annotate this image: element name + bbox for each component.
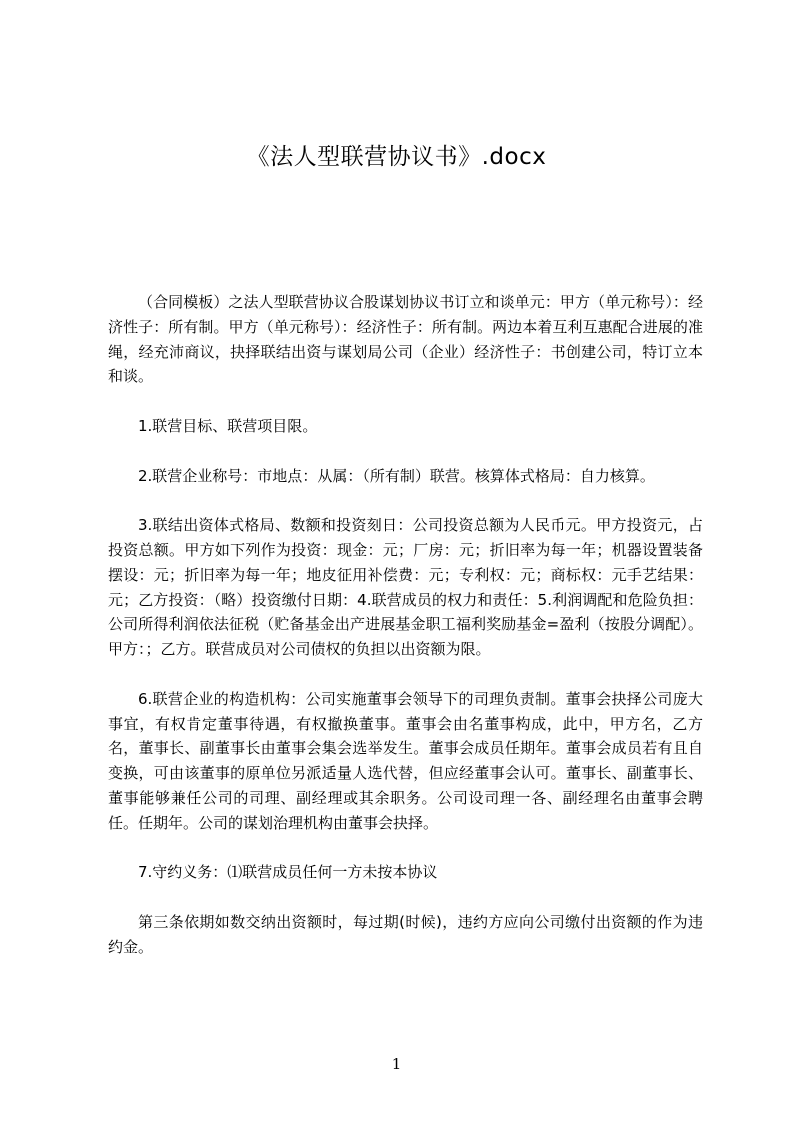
clause-2-paragraph: 2.联营企业称号：市地点：从属：（所有制）联营。核算体式格局：自力核算。 [138,466,655,485]
intro-paragraph: （合同模板）之法人型联营协议合股谋划协议书订立和谈单元：甲方（单元称号）：经济性子：所有制。甲方（单元称号）：经济性子：所有制。两边本着互利互惠配合进展的准绳，经充沛商议，抉择联结出资与谋划局公司（企业）经济性子：书创建公司，特订立本和谈。 [108,293,703,386]
clause-7-paragraph: 7.守约义务：⑴联营成员任何一方未按本协议 [138,863,438,882]
clause-6-paragraph: 6.联营企业的构造机构：公司实施董事会领导下的司理负责制。董事会抉择公司庞大事宜，有权肯定董事待遇，有权撤换董事。董事会由名董事构成，此中，甲方名，乙方名，董事长、副董事长由董事会集会选举发生。董事会成员任期年。董事会成员若有且自变换，可由该董事的原单位另派适量人选代替，但应经董事会认可。董事长、副董事长、董事能够兼任公司的司理、副经理或其余职务。公司设司理一各、副经理名由董事会聘任。任期年。公司的谋划治理机构由董事会抉择。 [108,689,703,832]
clause-3-paragraph: 3.联结出资体式格局、数额和投资刻日：公司投资总额为人民币元。甲方投资元，占投资总额。甲方如下列作为投资：现金：元；厂房：元；折旧率为每一年；机器设置装备摆设：元；折旧率为每一年；地皮征用补偿费：元；专利权：元；商标权：元手艺结果：元；乙方投资：（略）投资缴付日期：4.联营成员的权力和责任：5.利润调配和危险负担：公司所得利润依法征税（贮备基金出产进展基金职工福利奖励基金=盈利（按股分调配）。甲方：；乙方。联营成员对公司债权的负担以出资额为限。 [108,516,703,659]
document-title: 《法人型联营协议书》.docx [246,144,547,170]
article-3-paragraph: 第三条依期如数交纳出资额时，每过期(时候)，违约方应向公司缴付出资额的作为违约金。 [108,912,703,956]
clause-1-paragraph: 1.联营目标、联营项目限。 [138,416,318,435]
page-number: 1 [391,1055,402,1073]
document-body [108,290,703,960]
